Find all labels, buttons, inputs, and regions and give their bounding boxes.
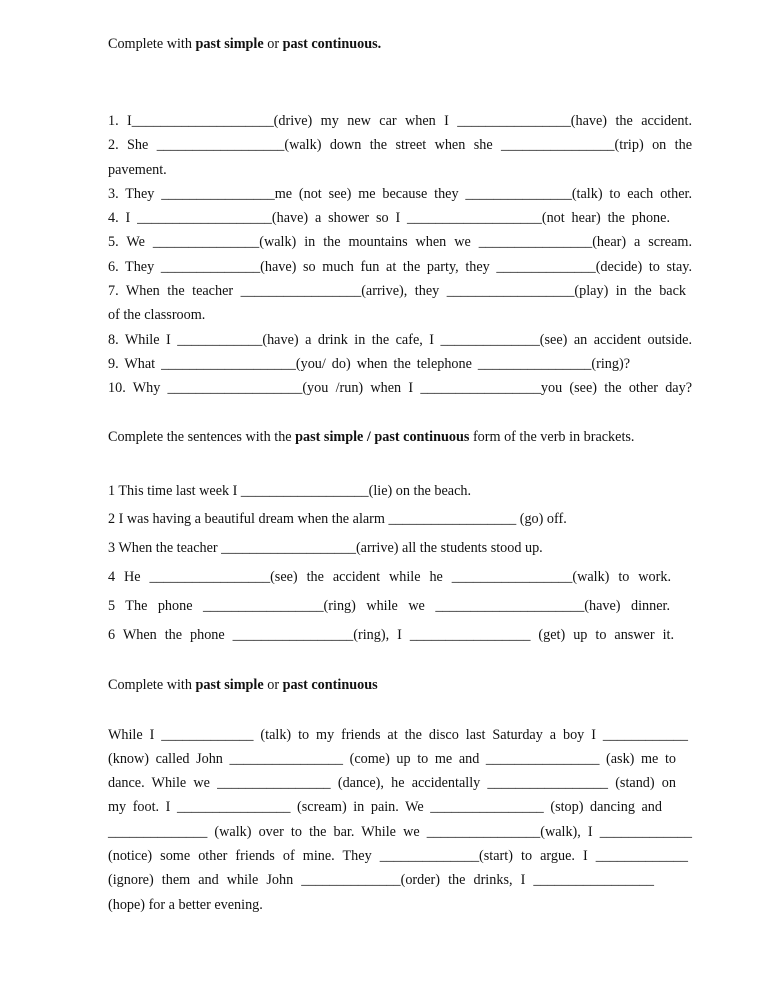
exercise-line: 2. She __________________(walk) down the street when she ________________(trip) on the	[108, 137, 692, 153]
paragraph-line: (ignore) them and while John ______________(order) the drinks, I _________________	[108, 872, 654, 888]
exercise-line: 5 The phone _________________(ring) while we _____________________(have) dinner.	[108, 598, 670, 614]
exercise-line: 9. What ___________________(you/ do) when the telephone ________________(ring)?	[108, 356, 630, 372]
exercise-line: 10. Why ___________________(you /run) when I _________________you (see) the other day?	[108, 380, 692, 396]
paragraph-line: dance. While we ________________ (dance), he accidentally _________________ (stand) on	[108, 775, 676, 791]
section2-title: Complete the sentences with the past simple / past continuous form of the verb in brackets.	[108, 429, 635, 445]
exercise-line: of the classroom.	[108, 307, 206, 323]
exercise-line: 7. When the teacher _________________(arrive), they __________________(play) in the back	[108, 283, 686, 299]
paragraph-line: (know) called John ________________ (come) up to me and ________________ (ask) me to	[108, 751, 676, 767]
paragraph-line: ______________ (walk) over to the bar. While we ________________(walk), I _____________	[108, 824, 692, 840]
section1-title: Complete with past simple or past continuous.	[108, 36, 382, 52]
exercise-line: 6. They ______________(have) so much fun at the party, they ______________(decide) to stay.	[108, 259, 692, 275]
exercise-line: pavement.	[108, 162, 167, 178]
exercise-line: 4 He _________________(see) the accident while he _________________(walk) to work.	[108, 569, 671, 585]
paragraph-line: (notice) some other friends of mine. They ______________(start) to argue. I _____________	[108, 848, 688, 864]
section3-title: Complete with past simple or past continuous	[108, 677, 378, 693]
exercise-line: 1. I____________________(drive) my new car when I ________________(have) the accident.	[108, 113, 692, 129]
exercise-line: 1 This time last week I __________________(lie) on the beach.	[108, 483, 472, 499]
exercise-line: 3 When the teacher ___________________(arrive) all the students stood up.	[108, 540, 543, 556]
exercise-line: 2 I was having a beautiful dream when the alarm __________________ (go) off.	[108, 511, 567, 527]
exercise-line: 4. I ___________________(have) a shower so I ___________________(not hear) the phone.	[108, 210, 670, 226]
exercise-line: 5. We _______________(walk) in the mountains when we ________________(hear) a scream.	[108, 234, 692, 250]
exercise-line: 8. While I ____________(have) a drink in the cafe, I ______________(see) an accident outside.	[108, 332, 692, 348]
paragraph-line: While I _____________ (talk) to my friends at the disco last Saturday a boy I ____________	[108, 727, 688, 743]
exercise-line: 3. They ________________me (not see) me because they _______________(talk) to each other.	[108, 186, 692, 202]
exercise-line: 6 When the phone _________________(ring), I _________________ (get) up to answer it.	[108, 627, 674, 643]
paragraph-line: my foot. I ________________ (scream) in pain. We ________________ (stop) dancing and	[108, 799, 662, 815]
paragraph-line: (hope) for a better evening.	[108, 897, 263, 913]
